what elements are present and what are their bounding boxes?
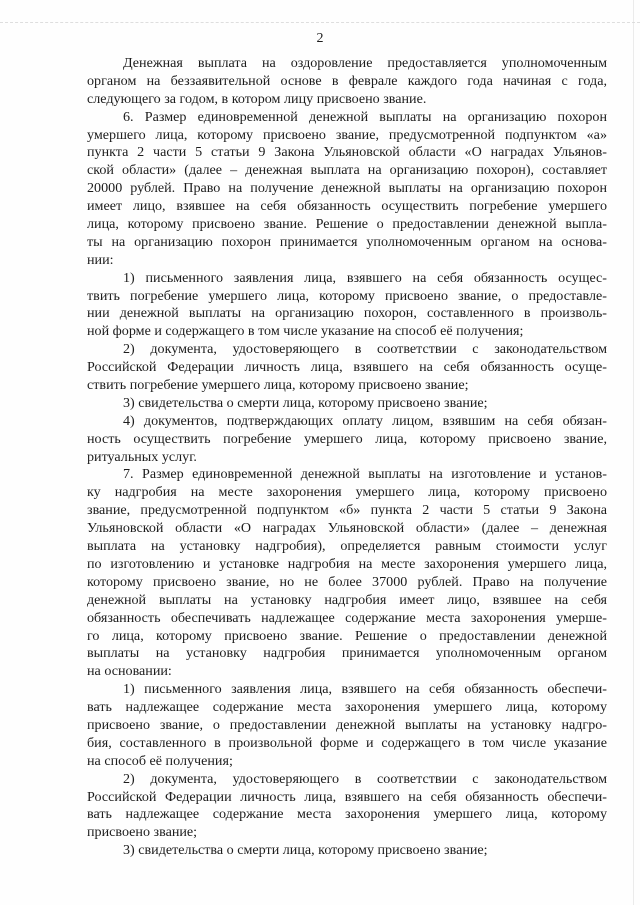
text-line: присвоено звание, о предоставлении денежной выплаты на установку надгро- (87, 716, 607, 733)
text-line: 2) документа, удостоверяющего в соответствии с законодательством (123, 770, 607, 787)
text-line: ты на организацию похорон принимается уполномоченным органом на основа- (87, 233, 607, 250)
text-line: ствить погребение умершего лица, которому присвоено звание; (87, 377, 469, 394)
text-line: на основании: (87, 663, 172, 680)
text-line: ку надгробия на месте захоронения умершего лица, которому присвоено (87, 484, 607, 501)
text-line: имеет лицо, взявшее на себя обязанность осуществить погребение умершего (87, 198, 607, 215)
scan-edge-right (633, 0, 634, 905)
scan-edge-top (0, 22, 640, 23)
text-line: 3) свидетельства о смерти лица, которому присвоено звание; (123, 394, 488, 411)
text-line: 2) документа, удостоверяющего в соответствии с законодательством (123, 341, 607, 358)
text-line: которому присвоено звание, но не более 37000 рублей. Право на получение (87, 573, 607, 590)
text-line: го лица, которому присвоено звание. Решение о предоставлении денежной (87, 627, 607, 644)
text-line: Российской Федерации личность лица, взявшего на себя обязанность обеспечи- (87, 788, 607, 805)
document-body (87, 55, 607, 860)
text-line: выплата на установку надгробия), определяется равным стоимости услуг (87, 538, 607, 555)
text-line: органом на беззаявительной основе в феврале каждого года начиная с года, (87, 72, 607, 89)
text-line: 3) свидетельства о смерти лица, которому присвоено звание; (123, 842, 488, 859)
text-line: Денежная выплата на оздоровление предоставляется уполномоченным (123, 55, 607, 71)
text-line: Ульяновской области «О наградах Ульяновской области» (далее – денежная (87, 520, 607, 537)
text-line: ность осуществить погребение умершего лица, которому присвоено звание, (87, 430, 607, 447)
text-line: по изготовлению и установке надгробия на месте захоронения умершего лица, (87, 555, 607, 572)
text-line: денежной выплаты на установку надгробия имеет лицо, взявшее на себя (87, 591, 607, 608)
text-line: ской области» (далее – денежная выплата на организацию похорон), составляет (87, 162, 607, 179)
text-line: обязанность обеспечивать надлежащее содержание места захоронения умерше- (87, 609, 607, 626)
text-line: следующего за годом, в котором лицу присвоено звание. (87, 90, 427, 107)
page-number: 2 (316, 31, 324, 46)
text-line: ритуальных услуг. (87, 448, 197, 465)
text-line: нии: (87, 251, 114, 268)
text-line: 1) письменного заявления лица, взявшего на себя обязанность обеспечи- (123, 681, 607, 698)
text-line: 6. Размер единовременной денежной выплаты на организацию похорон (123, 108, 607, 125)
text-line: нии денежной выплаты на организацию похорон, составленного в произволь- (87, 305, 607, 322)
text-line: 7. Размер единовременной денежной выплаты на изготовление и установ- (123, 466, 607, 483)
text-line: Российской Федерации личность лица, взявшего на себя обязанность осуще- (87, 359, 607, 376)
text-line: 20000 рублей. Право на получение денежной выплаты на организацию похорон (87, 180, 607, 197)
text-line: присвоено звание; (87, 824, 198, 841)
text-line: вать надлежащее содержание места захоронения умершего лица, которому (87, 699, 607, 716)
text-line: 1) письменного заявления лица, взявшего на себя обязанность осущес- (123, 269, 607, 286)
text-line: вать надлежащее содержание места захоронения умершего лица, которому (87, 806, 607, 823)
text-line: выплаты на установку надгробия принимается уполномоченным органом (87, 645, 607, 662)
text-line: твить погребение умершего лица, которому присвоено звание, о предоставле- (87, 287, 607, 304)
text-line: ной форме и содержащего в том числе указание на способ её получения; (87, 323, 524, 340)
text-line: умершего лица, которому присвоено звание, предусмотренной подпунктом «а» (87, 126, 607, 143)
text-line: пункта 2 части 5 статьи 9 Закона Ульяновской области «О наградах Ульянов- (87, 144, 607, 161)
text-line: звание, предусмотренной подпунктом «б» пункта 2 части 5 статьи 9 Закона (87, 502, 607, 519)
text-line: на способ её получения; (87, 752, 233, 769)
text-line: 4) документов, подтверждающих оплату лицом, взявшим на себя обязан- (123, 412, 607, 429)
text-line: бия, составленного в произвольной форме и содержащего в том числе указание (87, 734, 607, 751)
text-line: лица, которому присвоено звание. Решение о предоставлении денежной выпла- (87, 216, 607, 233)
